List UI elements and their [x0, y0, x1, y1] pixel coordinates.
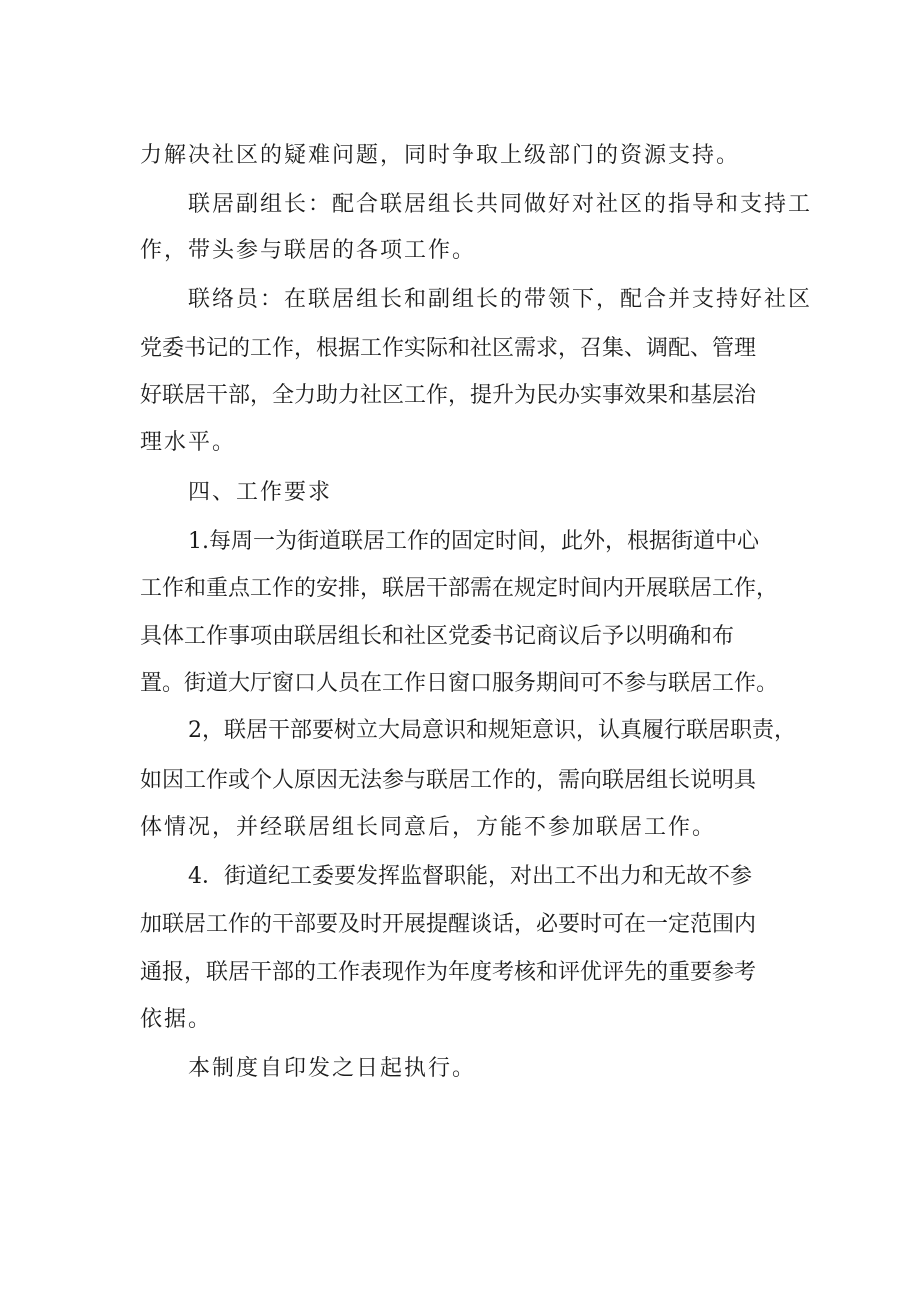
- text-line-18: 通报，联居干部的工作表现作为年度考核和评优评先的重要参考: [140, 960, 757, 985]
- text-line-17: 加联居工作的干部要及时开展提醒谈话，必要时可在一定范围内: [140, 912, 757, 937]
- text-line-9: 1.每周一为街道联居工作的固定时间，此外，根据街道中心: [188, 529, 759, 554]
- text-line-4: 联络员：在联居组长和副组长的带领下，配合并支持好社区: [188, 287, 813, 312]
- text-line-19: 依据。: [140, 1007, 213, 1032]
- text-line-12: 置。街道大厅窗口人员在工作日窗口服务期间可不参与联居工作。: [140, 671, 779, 696]
- text-line-20: 本制度自印发之日起执行。: [188, 1056, 477, 1081]
- text-line-15: 体情况，并经联居组长同意后，方能不参加联居工作。: [140, 815, 717, 840]
- text-line-5: 党委书记的工作，根据工作实际和社区需求，召集、调配、管理: [140, 336, 757, 361]
- text-line-3: 作，带头参与联居的各项工作。: [140, 238, 477, 263]
- text-line-7: 理水平。: [140, 430, 237, 455]
- text-line-6: 好联居干部，全力助力社区工作，提升为民办实事效果和基层治: [140, 383, 757, 408]
- text-line-2: 联居副组长：配合联居组长共同做好对社区的指导和支持工: [188, 192, 813, 217]
- text-line-16: 4．街道纪工委要发挥监督职能，对出工不出力和无故不参: [188, 864, 752, 889]
- text-line-13: 2，联居干部要树立大局意识和规矩意识，认真履行联居职责，: [188, 718, 796, 743]
- text-line-1: 力解决社区的疑难问题，同时争取上级部门的资源支持。: [140, 143, 741, 168]
- text-line-10: 工作和重点工作的安排，联居干部需在规定时间内开展联居工作，: [140, 576, 779, 601]
- section-heading: 四、工作要求: [188, 480, 333, 505]
- text-line-14: 如因工作或个人原因无法参与联居工作的，需向联居组长说明具: [140, 768, 757, 793]
- text-line-11: 具体工作事项由联居组长和社区党委书记商议后予以明确和布: [140, 624, 735, 649]
